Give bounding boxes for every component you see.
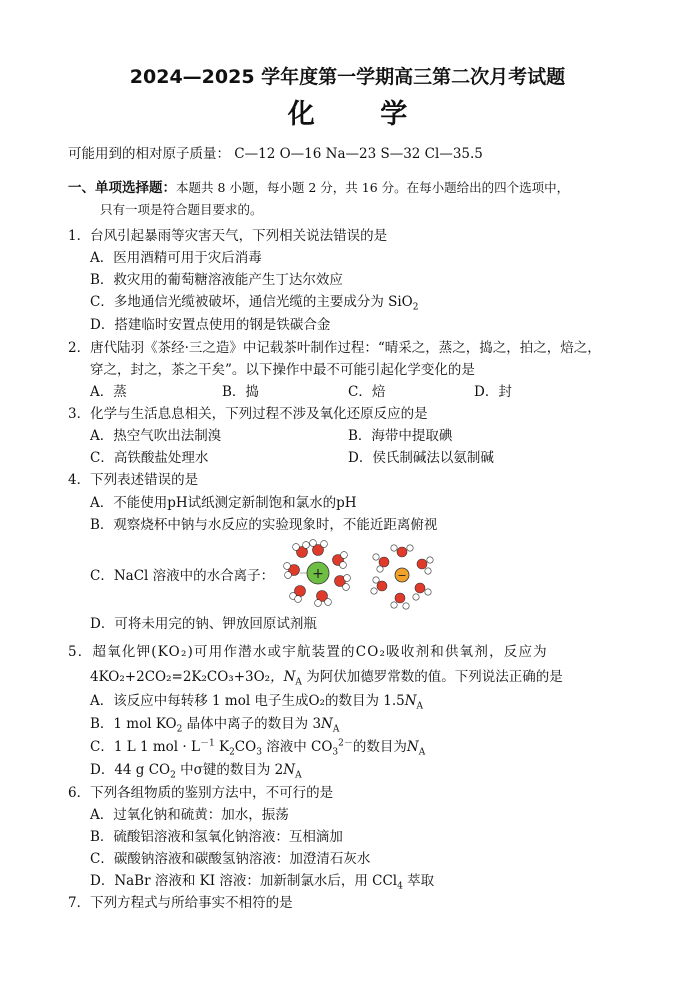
hydrated-anion-icon [371,545,433,609]
q3-option-d: D．侯氏制碱法以氨制碱 [348,450,494,466]
q4-stem: 4．下列表述错误的是 [68,472,199,488]
q6-option-b: B．硫酸铝溶液和氢氧化钠溶液：互相滴加 [90,829,343,845]
q5-option-d: D．44 g $CO_2$ 中σ键的数目为 $2N_A$ [90,762,302,781]
atomic-masses: 可能用到的相对原子质量： C—12 O—16 Na—23 S—32 Cl—35.5 [68,146,483,162]
q6-stem: 6．下列各组物质的鉴别方法中，不可行的是 [68,785,334,801]
q4-option-d: D．可将未用完的钠、钾放回原试剂瓶 [90,616,317,632]
q5-option-b: B．1 mol $KO_2$ 晶体中离子的数目为 $3N_A$ [90,716,340,735]
q5-stem-2: 4KO₂+2CO₂=2K₂CO₃+3O₂，$N_A$ 为阿伏加德罗常数的值。下列说法正确的是 [90,669,563,688]
q7-stem: 7．下列方程式与所给事实不相符的是 [68,895,293,911]
q1-option-a: A．医用酒精可用于灾后消毒 [90,250,262,266]
anion-sign: − [397,569,407,582]
q6-option-a: A．过氧化钠和硫黄：加水，振荡 [90,807,289,823]
section-1-heading: 一、单项选择题： [68,180,176,196]
section-1-note-2: 只有一项是符合题目要求的。 [100,202,263,217]
q4-option-a: A．不能使用pH试纸测定新制饱和氯水的pH [90,495,357,511]
subject-title: 化 学 [287,99,436,130]
q2-option-d: D．封 [474,384,512,400]
q2-stem-2: 穿之，封之，茶之干矣”。以下操作中最不可能引起化学变化的是 [90,362,475,378]
q4-option-b: B．观察烧杯中钠与水反应的实验现象时，不能近距离俯视 [90,517,438,533]
q5-option-a: A．该反应中每转移 1 mol 电子生成O₂的数目为 $1.5N_A$ [90,693,424,712]
q3-option-a: A．热空气吹出法制溴 [90,428,222,444]
section-1-note: 本题共 8 小题，每小题 2 分，共 16 分。在每小题给出的四个选项中， [176,180,570,195]
hydrated-ions-figure [280,536,440,610]
q1-option-c: C．多地通信光缆被破坏，通信光缆的主要成分为 SiO$_2$ [90,294,419,313]
q6-option-c: C．碳酸钠溶液和碳酸氢钠溶液：加澄清石灰水 [90,851,371,867]
q1-option-b: B．救灾用的葡萄糖溶液能产生丁达尔效应 [90,272,343,288]
q4-option-c: C．NaCl 溶液中的水合离子： [90,568,275,584]
q3-stem: 3．化学与生活息息相关，下列过程不涉及氧化还原反应的是 [68,406,428,422]
hydrated-cation-icon [284,540,351,607]
q3-option-b: B．海带中提取碘 [348,428,453,444]
q2-stem-1: 2．唐代陆羽《茶经·三之造》中记载茶叶制作过程：“晴采之，蒸之，捣之，拍之，焙之， [68,340,601,356]
q1-option-d: D．搭建临时安置点使用的钢是铁碳合金 [90,317,331,333]
q2-option-a: A．蒸 [90,384,127,400]
q5-reaction: 4KO₂+2CO₂=2K₂CO₃+3O₂ [90,669,271,685]
q2-option-c: C．焙 [348,384,386,400]
q6-option-d: D．NaBr 溶液和 KI 溶液：加新制氯水后，用 CCl$_4$ 萃取 [90,873,435,892]
exam-title: 2024—2025 学年度第一学期高三第二次月考试题 [129,66,566,88]
q2-option-b: B．捣 [222,384,259,400]
q5-option-c: C．1 L 1 mol · $L^{-1}$ $K_2CO_3$ 溶液中 $CO_3^{2-}$的数目为$N_A$ [90,738,426,758]
q5-stem-1: 5．超氧化钾(KO₂)可用作潜水或宇航装置的CO₂吸收剂和供氧剂，反应为 [68,644,548,660]
q1-stem: 1．台风引起暴雨等灾害天气，下列相关说法错误的是 [68,228,388,244]
q3-option-c: C．高铁酸盐处理水 [90,450,209,466]
cation-sign: + [312,566,324,582]
section-1-header [68,176,569,196]
